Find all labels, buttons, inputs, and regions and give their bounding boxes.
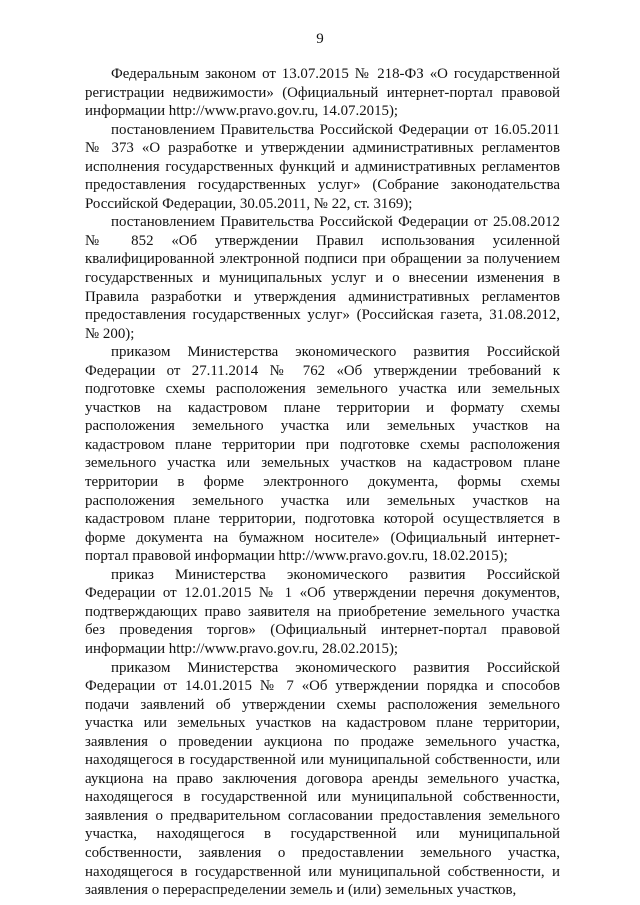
document-body <box>85 65 560 900</box>
paragraph-federal-law-218: Федеральным законом от 13.07.2015 № 218-ФЗ «О государственной регистрации недвижимости» (Официальный интернет-портал правовой информации http://www.pravo.gov.ru, 14.07.2015); <box>85 66 560 120</box>
paragraph-order-7: приказом Министерства экономического развития Российской Федерации от 14.01.2015 № 7 «Об утверждении порядка и способов подачи заявлений об утверждении схемы расположения земельного участка или земельных участков на кадастровом плане территории, заявления о проведении аукциона по продаже земельного участка, находящегося в государственной или муниципальной собственности, или аукциона на право заключения договора аренды земельного участка, находящегося в государственной или муниципальной собственности, заявления о предварительном согласовании предоставления земельного участка, находящегося в государственной или муниципальной собственности, заявления о предоставлении земельного участка, находящегося в государственной или муниципальной собственности, и заявления о перераспределении земель и (или) земельных участков, <box>85 659 560 899</box>
paragraph-resolution-852: постановлением Правительства Российской Федерации от 25.08.2012 № 852 «Об утверждении Правил использования усиленной квалифицированной электронной подписи при обращении за получением государственных и муниципальных услуг и о внесении изменения в Правила разработки и утверждения административных регламентов предоставления государственных услуг» (Российская газета, 31.08.2012, № 200); <box>85 214 560 342</box>
page-number: 9 <box>316 31 324 47</box>
paragraph-resolution-373: постановлением Правительства Российской Федерации от 16.05.2011 № 373 «О разработке и утверждении административных регламентов исполнения государственных функций и административных регламентов предоставления государственных услуг» (Собрание законодательства Российской Федерации, 30.05.2011, № 22, ст. 3169); <box>85 121 560 212</box>
paragraph-order-762: приказом Министерства экономического развития Российской Федерации от 27.11.2014 № 762 «Об утверждении требований к подготовке схемы расположения земельного участка или земельных участков на кадастровом плане территории и формату схемы расположения земельного участка или земельных участков на кадастровом плане территории при подготовке схемы расположения земельного участка или земельных участков на кадастровом плане территории в форме электронного документа, формы схемы расположения земельного участка или земельных участков на кадастровом плане территории, подготовка которой осуществляется в форме документа на бумажном носителе» (Официальный интернет-портал правовой информации http://www.pravo.gov.ru, 18.02.2015); <box>85 344 560 565</box>
paragraph-order-1: приказ Министерства экономического развития Российской Федерации от 12.01.2015 № 1 «Об утверждении перечня документов, подтверждающих право заявителя на приобретение земельного участка без проведения торгов» (Официальный интернет-портал правовой информации http://www.pravo.gov.ru, 28.02.2015); <box>85 566 560 657</box>
